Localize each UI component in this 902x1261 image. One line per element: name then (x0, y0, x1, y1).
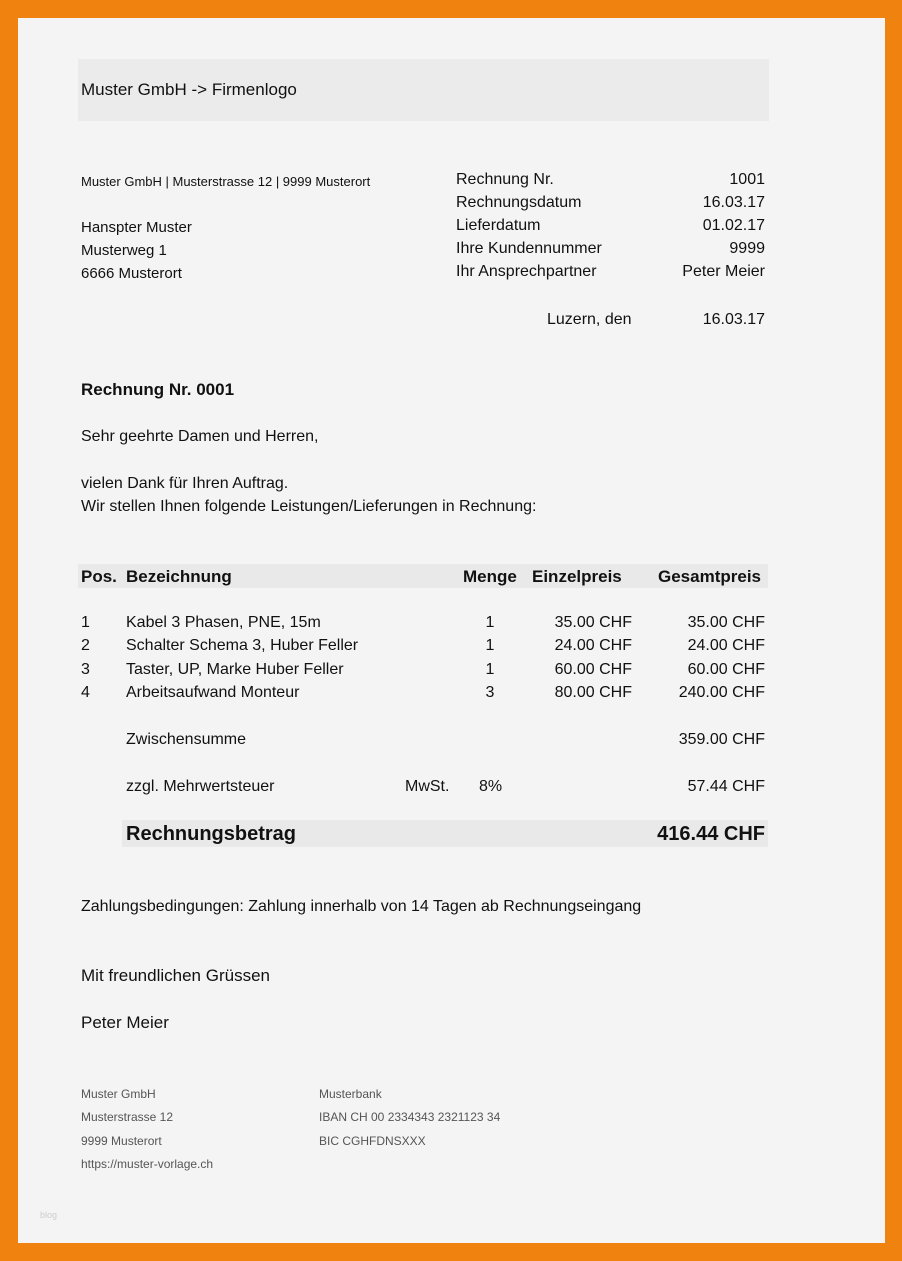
place-date: 16.03.17 (702, 311, 765, 328)
meta-label: Ihre Kundennummer (456, 240, 602, 257)
meta-label: Lieferdatum (456, 217, 541, 234)
total-value: 416.44 CHF (657, 823, 765, 845)
row-total-price: 60.00 CHF (687, 660, 765, 678)
sender-line: Muster GmbH | Musterstrasse 12 | 9999 Musterort (81, 174, 371, 189)
meta-label: Ihr Ansprechpartner (456, 263, 597, 280)
row-description: Kabel 3 Phasen, PNE, 15m (126, 614, 321, 631)
closing: Mit freundlichen Grüssen (81, 966, 270, 985)
footer-iban: IBAN CH 00 2334343 2321123 34 (319, 1110, 501, 1124)
row-total-price: 24.00 CHF (687, 637, 765, 655)
footer-website[interactable]: https://muster-vorlage.ch (81, 1157, 214, 1171)
vat-rate: 8% (479, 778, 503, 795)
row-pos: 2 (81, 637, 90, 655)
header-unit-price: Einzelpreis (532, 567, 622, 586)
salutation: Sehr geehrte Damen und Herren, (81, 428, 319, 445)
footer-bank: Musterbank (319, 1087, 382, 1101)
subtotal-value: 359.00 CHF (678, 731, 765, 748)
footer-street: Musterstrasse 12 (81, 1110, 174, 1124)
header-total-price: Gesamtpreis (658, 567, 761, 586)
header-quantity: Menge (463, 567, 517, 586)
row-unit-price: 24.00 CHF (554, 637, 632, 655)
footer-bic: BIC CGHFDNSXXX (319, 1134, 426, 1148)
total-label: Rechnungsbetrag (126, 823, 297, 845)
vat-label: zzgl. Mehrwertsteuer (126, 778, 275, 795)
vat-short: MwSt. (405, 778, 450, 795)
row-quantity: 1 (485, 637, 495, 655)
row-description: Schalter Schema 3, Huber Feller (126, 637, 359, 655)
intro-line-2: Wir stellen Ihnen folgende Leistungen/Lieferungen in Rechnung: (81, 498, 537, 515)
recipient-name: Hanspter Muster (81, 219, 192, 236)
invoice-title: Rechnung Nr. 0001 (81, 380, 235, 399)
intro-line-1: vielen Dank für Ihren Auftrag. (81, 475, 289, 492)
vat-value: 57.44 CHF (687, 778, 765, 795)
signature: Peter Meier (81, 1013, 169, 1032)
meta-value: 16.03.17 (702, 194, 765, 211)
meta-value: 9999 (729, 240, 765, 257)
footer-company: Muster GmbH (81, 1087, 156, 1101)
recipient-street: Musterweg 1 (81, 242, 167, 259)
row-unit-price: 35.00 CHF (554, 614, 632, 631)
subtotal-label: Zwischensumme (126, 731, 247, 748)
row-unit-price: 80.00 CHF (554, 683, 632, 701)
row-unit-price: 60.00 CHF (554, 660, 632, 678)
row-description: Arbeitsaufwand Monteur (126, 683, 300, 701)
row-description: Taster, UP, Marke Huber Feller (126, 660, 344, 678)
meta-label: Rechnungsdatum (456, 194, 582, 211)
logo-text: Muster GmbH -> Firmenlogo (81, 80, 297, 99)
meta-label: Rechnung Nr. (456, 171, 554, 188)
recipient-city: 6666 Musterort (81, 265, 182, 282)
header-description: Bezeichnung (126, 567, 232, 586)
row-total-price: 35.00 CHF (687, 614, 765, 631)
row-pos: 3 (81, 660, 90, 678)
row-pos: 1 (81, 614, 90, 631)
row-pos: 4 (81, 683, 90, 701)
row-quantity: 1 (485, 614, 495, 631)
row-quantity: 1 (485, 660, 495, 678)
footer-city: 9999 Musterort (81, 1134, 162, 1148)
watermark: blog (40, 1210, 58, 1220)
place-label: Luzern, den (547, 311, 632, 328)
row-total-price: 240.00 CHF (678, 683, 765, 701)
row-quantity: 3 (485, 683, 495, 701)
meta-value: 1001 (729, 171, 765, 188)
header-pos: Pos. (81, 567, 117, 586)
meta-value: Peter Meier (682, 263, 765, 280)
meta-value: 01.02.17 (702, 217, 765, 234)
payment-terms: Zahlungsbedingungen: Zahlung innerhalb von 14 Tagen ab Rechnungseingang (81, 898, 642, 915)
